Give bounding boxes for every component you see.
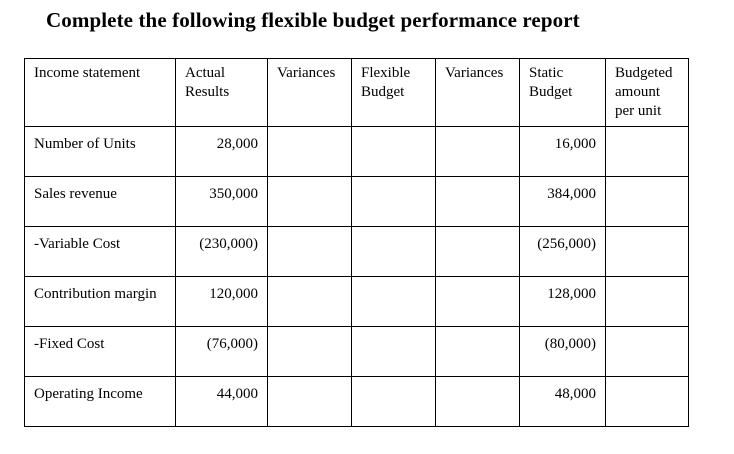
actual-results-cell: 44,000 (176, 377, 268, 427)
table-row-operating-income (25, 377, 689, 427)
static-budget-cell: 384,000 (520, 177, 606, 227)
variances-2-cell[interactable] (436, 377, 520, 427)
variances-1-cell[interactable] (268, 227, 352, 277)
static-budget-cell: (80,000) (520, 327, 606, 377)
variances-1-cell[interactable] (268, 277, 352, 327)
actual-results-cell: (230,000) (176, 227, 268, 277)
actual-results-cell: (76,000) (176, 327, 268, 377)
header-static-line1: Static (529, 65, 564, 81)
variances-1-cell[interactable] (268, 127, 352, 177)
variances-2-cell[interactable] (436, 177, 520, 227)
static-budget-cell: 16,000 (520, 127, 606, 177)
header-actual-line2: Results (185, 84, 230, 100)
row-label: Number of Units (25, 127, 176, 177)
header-budgeted-line3: per unit (615, 103, 662, 119)
header-row (25, 59, 689, 127)
header-budgeted-line1: Budgeted (615, 65, 673, 81)
table-row-number-of-units (25, 127, 689, 177)
row-label: -Variable Cost (25, 227, 176, 277)
flexible-budget-cell[interactable] (352, 127, 436, 177)
flexible-budget-cell[interactable] (352, 227, 436, 277)
budgeted-per-unit-cell[interactable] (606, 127, 689, 177)
header-variances-1-label: Variances (277, 65, 336, 81)
budgeted-per-unit-cell[interactable] (606, 327, 689, 377)
header-actual-results (176, 59, 268, 127)
flexible-budget-cell[interactable] (352, 277, 436, 327)
flexible-budget-cell[interactable] (352, 377, 436, 427)
flexible-budget-report-table (24, 58, 689, 427)
variances-2-cell[interactable] (436, 327, 520, 377)
header-variances-2 (436, 59, 520, 127)
actual-results-cell: 28,000 (176, 127, 268, 177)
variances-1-cell[interactable] (268, 177, 352, 227)
header-budgeted-amount-per-unit (606, 59, 689, 127)
budgeted-per-unit-cell[interactable] (606, 377, 689, 427)
row-label: Sales revenue (25, 177, 176, 227)
actual-results-cell: 120,000 (176, 277, 268, 327)
static-budget-cell: 128,000 (520, 277, 606, 327)
flexible-budget-cell[interactable] (352, 177, 436, 227)
page-title: Complete the following flexible budget performance report (46, 8, 580, 32)
header-static-budget (520, 59, 606, 127)
header-flexible-line1: Flexible (361, 65, 411, 81)
variances-1-cell[interactable] (268, 377, 352, 427)
static-budget-cell: (256,000) (520, 227, 606, 277)
static-budget-cell: 48,000 (520, 377, 606, 427)
table-row-sales-revenue (25, 177, 689, 227)
flexible-budget-cell[interactable] (352, 327, 436, 377)
variances-2-cell[interactable] (436, 127, 520, 177)
row-label: -Fixed Cost (25, 327, 176, 377)
table-row-variable-cost (25, 227, 689, 277)
variances-1-cell[interactable] (268, 327, 352, 377)
budgeted-per-unit-cell[interactable] (606, 177, 689, 227)
variances-2-cell[interactable] (436, 227, 520, 277)
header-flexible-budget (352, 59, 436, 127)
actual-results-cell: 350,000 (176, 177, 268, 227)
row-label: Contribution margin (25, 277, 176, 327)
header-budgeted-line2: amount (615, 84, 660, 100)
header-variances-2-label: Variances (445, 65, 504, 81)
header-variances-1 (268, 59, 352, 127)
row-label: Operating Income (25, 377, 176, 427)
header-flexible-line2: Budget (361, 84, 405, 100)
header-income-statement-label: Income statement (34, 65, 141, 81)
header-static-line2: Budget (529, 84, 573, 100)
header-income-statement (25, 59, 176, 127)
table-row-fixed-cost (25, 327, 689, 377)
variances-2-cell[interactable] (436, 277, 520, 327)
header-actual-line1: Actual (185, 65, 225, 81)
table-row-contribution-margin (25, 277, 689, 327)
budgeted-per-unit-cell[interactable] (606, 227, 689, 277)
budgeted-per-unit-cell[interactable] (606, 277, 689, 327)
